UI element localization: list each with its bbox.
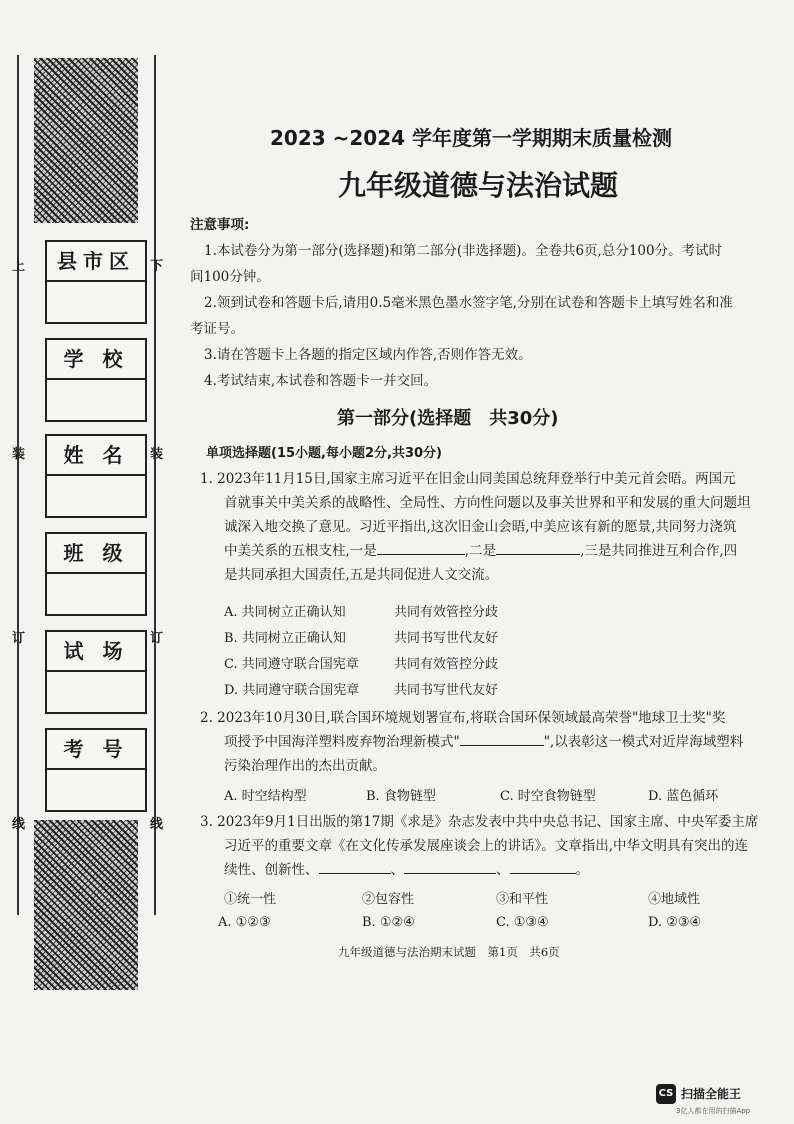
instruction-item: 间100分钟。 (190, 269, 270, 285)
question-text: 中美关系的五根支柱,一是 (224, 543, 377, 559)
statement-item: ③和平性 (496, 892, 549, 907)
statement-item: ④地域性 (648, 892, 701, 907)
statement-item: ①统一性 (224, 892, 277, 907)
info-blank[interactable] (47, 282, 145, 322)
info-blank[interactable] (47, 380, 145, 420)
question-line: 1. 2023年11月15日,国家主席习近平在旧金山同美国总统拜登举行中美元首会晤。两国元 (200, 471, 736, 487)
answer-blank (319, 859, 391, 874)
scanner-app-tagline: 3亿人都在用的扫描App (676, 1107, 751, 1115)
option-part: A. 共同树立正确认知 (224, 605, 346, 620)
option-a[interactable] (224, 601, 498, 620)
info-box-county (45, 240, 147, 324)
question-text: ",以表彰这一模式对近岸海域塑料 (543, 734, 744, 750)
instructions-heading: 注意事项: (190, 217, 250, 233)
question-3 (200, 810, 765, 882)
option-a[interactable]: A. ①②③ (218, 915, 271, 930)
option-d[interactable]: D. ②③④ (648, 915, 702, 930)
q2-options (224, 785, 718, 804)
info-blank[interactable] (47, 476, 145, 516)
answer-blank (377, 540, 465, 555)
option-part: B. 共同树立正确认知 (224, 631, 346, 646)
question-line (200, 858, 765, 882)
question-line: 污染治理作出的杰出贡献。 (224, 758, 386, 774)
question-text: 项授予中国海洋塑料废弃物治理新模式" (224, 734, 460, 750)
question-text: ,二是 (464, 543, 497, 559)
info-blank[interactable] (47, 770, 145, 810)
info-label: 考 号 (47, 730, 145, 770)
info-box-exam-room (45, 630, 147, 714)
info-box-school (45, 338, 147, 422)
option-c[interactable]: C. 时空食物链型 (500, 789, 596, 804)
option-part: 共同有效管控分歧 (394, 605, 499, 620)
question-text: 、 (390, 862, 404, 878)
question-line: 习近平的重要文章《在文化传承发展座谈会上的讲话》。文章指出,中华文明具有突出的连 (224, 838, 749, 854)
binding-line-right (154, 55, 156, 915)
question-line (200, 539, 765, 563)
margin-char-left: 订 (12, 631, 26, 646)
camscanner-logo-icon: CS (656, 1084, 676, 1104)
margin-char-left: 线 (12, 817, 26, 832)
question-line: 是共同承担大国责任,五是共同促进人文交流。 (224, 567, 499, 583)
info-box-name (45, 434, 147, 518)
instruction-item: 3.请在答题卡上各题的指定区域内作答,否则作答无效。 (204, 347, 532, 363)
question-line: 3. 2023年9月1日出版的第17期《求是》杂志发表中共中央总书记、国家主席、中央军委主席 (200, 814, 759, 830)
info-label: 试 场 (47, 632, 145, 672)
option-b[interactable]: B. 食物链型 (366, 789, 436, 804)
question-line (200, 730, 765, 754)
question-text: 、 (496, 862, 510, 878)
info-blank[interactable] (47, 672, 145, 712)
q3-items (224, 888, 700, 907)
binding-line-left (17, 55, 19, 915)
statement-item: ②包容性 (362, 892, 415, 907)
answer-blank (404, 859, 496, 874)
question-1 (200, 467, 765, 587)
instructions (190, 212, 770, 394)
question-line: 诚深入地交换了意见。习近平指出,这次旧金山会晤,中美应该有新的愿景,共同努力浇筑 (224, 519, 737, 535)
margin-char-right: 下 (150, 259, 164, 274)
info-label: 姓 名 (47, 436, 145, 476)
info-box-class (45, 532, 147, 616)
question-line: 2. 2023年10月30日,联合国环境规划署宣布,将联合国环保领域最高荣誉"地球卫士奖"奖 (200, 710, 726, 726)
question-text: 续性、创新性、 (224, 862, 319, 878)
option-part: 共同书写世代友好 (394, 683, 499, 698)
info-box-exam-number (45, 728, 147, 812)
option-a[interactable]: A. 时空结构型 (224, 789, 307, 804)
page-footer: 九年级道德与法治期末试题 第1页 共6页 (338, 945, 560, 959)
margin-char-right: 装 (150, 447, 164, 462)
answer-blank (496, 540, 580, 555)
margin-char-right: 订 (150, 631, 164, 646)
option-part: C. 共同遵守联合国宪章 (224, 657, 359, 672)
instruction-item: 4.考试结束,本试卷和答题卡一并交回。 (204, 373, 438, 389)
part-one-title: 第一部分(选择题 共30分) (337, 408, 559, 429)
section-intro: 单项选择题(15小题,每小题2分,共30分) (206, 446, 442, 461)
question-text: ,三是共同推进互利合作,四 (580, 543, 738, 559)
exam-subtitle: 2023 ~2024 学年度第一学期期末质量检测 (270, 126, 673, 150)
margin-char-left: 上 (12, 259, 26, 274)
info-label: 班 级 (47, 534, 145, 574)
hatch-pattern-top (34, 58, 138, 223)
option-b[interactable] (224, 627, 498, 646)
option-c[interactable]: C. ①③④ (496, 915, 549, 930)
margin-char-right: 线 (150, 817, 164, 832)
option-d[interactable]: D. 蓝色循环 (648, 789, 719, 804)
answer-blank (460, 731, 544, 746)
question-2 (200, 706, 765, 778)
exam-title: 九年级道德与法治试题 (338, 169, 619, 202)
option-part: D. 共同遵守联合国宪章 (224, 683, 360, 698)
option-part: 共同书写世代友好 (394, 631, 499, 646)
question-text: 。 (575, 862, 589, 878)
info-label: 县市区 (47, 242, 145, 282)
info-label: 学 校 (47, 340, 145, 380)
instruction-item: 1.本试卷分为第一部分(选择题)和第二部分(非选择题)。全卷共6页,总分100分。考试时 (204, 243, 723, 259)
question-line: 首就事关中美关系的战略性、全局性、方向性问题以及事关世界和平和发展的重大问题坦 (224, 495, 751, 511)
answer-blank (510, 859, 576, 874)
info-blank[interactable] (47, 574, 145, 614)
option-part: 共同有效管控分歧 (394, 657, 499, 672)
option-d[interactable] (224, 679, 498, 698)
option-c[interactable] (224, 653, 498, 672)
q3-options (218, 915, 701, 930)
hatch-pattern-bottom (34, 820, 138, 990)
option-b[interactable]: B. ①②④ (362, 915, 415, 930)
instruction-item: 2.领到试卷和答题卡后,请用0.5毫米黑色墨水签字笔,分别在试卷和答题卡上填写姓名和准 (204, 295, 733, 311)
instruction-item: 考证号。 (190, 321, 244, 337)
scanner-app-name: 扫描全能王 (681, 1087, 742, 1101)
margin-char-left: 装 (12, 447, 26, 462)
